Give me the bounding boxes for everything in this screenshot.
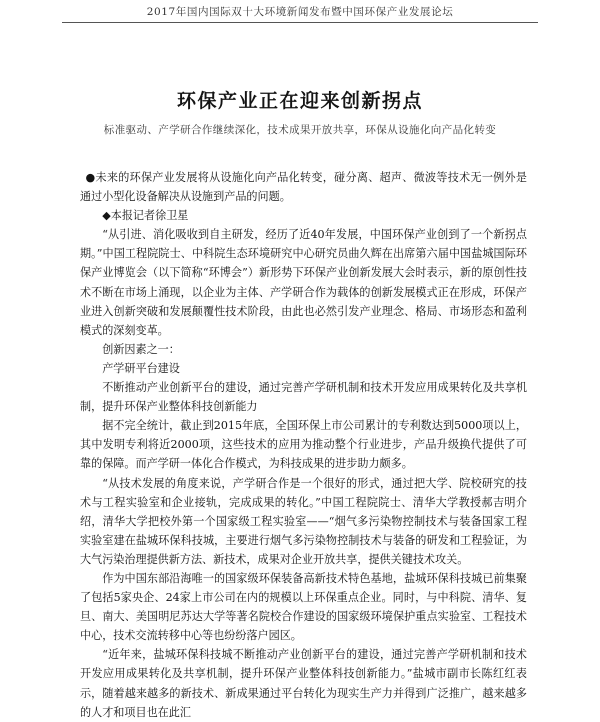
running-header: 2017年国内国际双十大环境新闻发布暨中国环保产业发展论坛 xyxy=(146,6,454,18)
article-subtitle: 标准驱动、产学研合作继续深化，技术成果开放共享，环保从设施化向产品化转变 xyxy=(103,124,497,136)
article-body xyxy=(80,168,527,722)
body-paragraph: 据不完全统计，截止到2015年底，全国环保上市公司累计的专利数达到5000项以上，其中发明专利将近2000项，这些技术的应用为推动整个行业进步，产品升级换代提供了可靠的保障。而产学研一体化合作模式，为科技成果的进步助力颇多。 xyxy=(80,419,527,471)
header-rule xyxy=(62,22,538,23)
article-title: 环保产业正在迎来创新拐点 xyxy=(176,90,423,112)
byline: ◆本报记者徐卫星 xyxy=(102,209,189,223)
body-paragraph: “从技术发展的角度来说，产学研合作是一个很好的形式，通过把大学、院校研究的技术与工程实验室和企业接轨，完成成果的转化。”中国工程院院士、清华大学教授郝吉明介绍，清华大学把校外第一个国家级工程实验室——“烟气多污染物控制技术与装备国家工程实验室建在盐城环保科技城，主要进行烟气多污染物控制技术与装备的研发和工程验证，为大气污染治理提供新方法、新技术，成果对企业开放共享，提供关键技术攻关。 xyxy=(80,476,527,566)
section-heading: 创新因素之一： xyxy=(102,342,180,356)
lead-summary: ●未来的环保产业发展将从设施化向产品化转变，碰分离、超声、微波等技术无一例外是通过小型化设备解决从设施到产品的问题。 xyxy=(80,171,527,204)
body-paragraph: “近年来，盐城环保科技城不断推动产业创新平台的建设，通过完善产学研机制和技术开发应用成果转化及共享机制，提升环保产业整体科技创新能力。”盐城市副市长陈红红表示，随着越来越多的新技术、新成果通过平台转化为现实生产力并得到广泛推广，越来越多的人才和项目也在此汇 xyxy=(80,648,527,719)
section-subheading: 产学研平台建设 xyxy=(102,361,180,375)
body-paragraph: “从引进、消化吸收到自主研发，经历了近40年发展，中国环保产业创到了一个新拐点期。”中国工程院院士、中科院生态环境研究中心研究员曲久辉在出席第六届中国盐城国际环保产业博览会（以下简称“环博会”）新形势下环保产业创新发展大会时表示，新的原创性技术不断在市场上涌现，以企业为主体、产学研合作为载体的创新发展模式正在形成，环保产业进入创新突破和发展颠覆性技术阶段，由此也必然引发产业理念、格局、市场形态和盈利模式的深刻变革。 xyxy=(80,228,527,337)
section-summary: 不断推动产业创新平台的建设，通过完善产学研机制和技术开发应用成果转化及共享机制，提升环保产业整体科技创新能力 xyxy=(80,381,527,414)
body-paragraph: 作为中国东部沿海唯一的国家级环保装备高新技术特色基地，盐城环保科技城已前集聚了包括5家央企、24家上市公司在内的规模以上环保重点企业。同时，与中科院、清华、复旦、南大、美国明尼苏达大学等著名院校合作建设的国家级环境保护重点实验室、工程技术中心，技术交流转移中心等也纷纷落户园区。 xyxy=(80,571,527,643)
